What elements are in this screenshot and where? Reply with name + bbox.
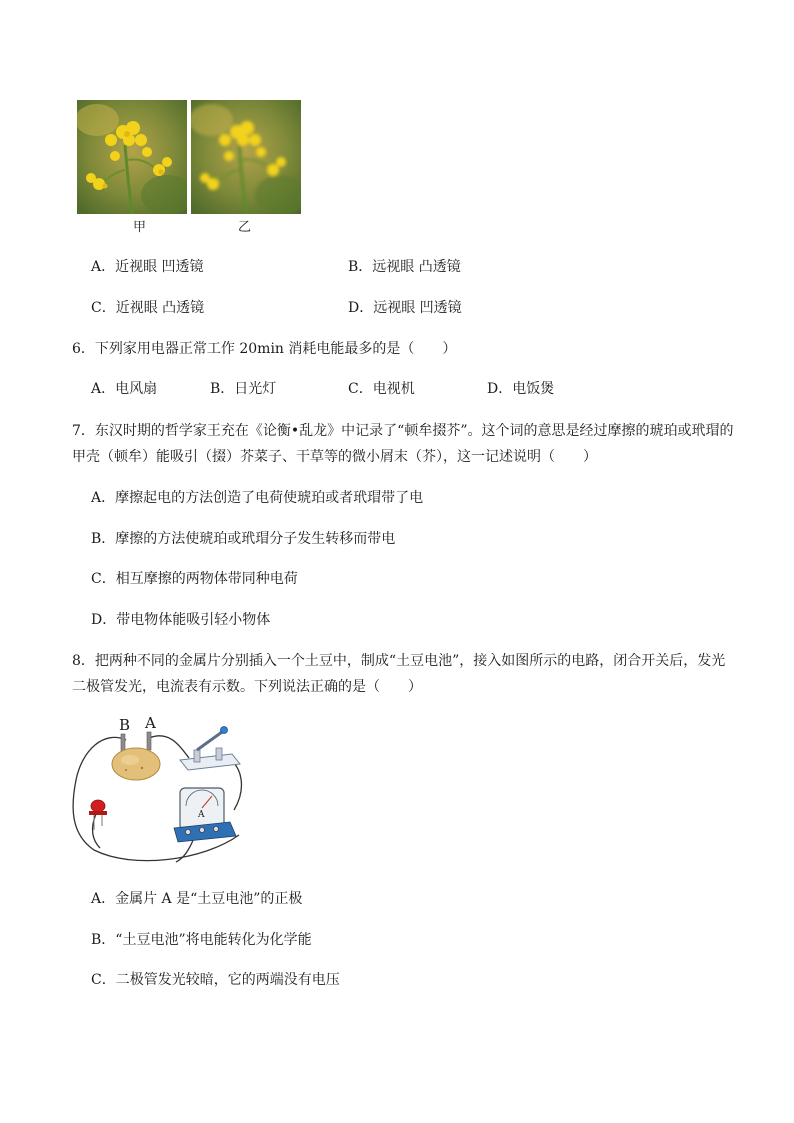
- electrode-a-label: A: [145, 714, 156, 732]
- q7-stem-line1: 7．东汉时期的哲学家王充在《论衡•乱龙》中记录了“顿牟掇芥”。这个词的意思是经过摩擦的琥珀或玳瑁的: [72, 423, 734, 439]
- q6-option-d: D．电饭煲: [487, 381, 555, 397]
- q8-stem-line1: 8．把两种不同的金属片分别插入一个土豆中，制成“土豆电池”，接入如图所示的电路，闭合开关后，发光: [72, 653, 726, 669]
- q8-option-a: A．金属片 A 是“土豆电池”的正极: [91, 891, 303, 907]
- q5-option-b: B．远视眼 凸透镜: [348, 259, 461, 275]
- q6-option-a: A．电风扇: [91, 381, 158, 397]
- q8-option-b: B．“土豆电池”将电能转化为化学能: [91, 932, 312, 948]
- q6-option-b: B．日光灯: [210, 381, 277, 397]
- q5-option-d: D．远视眼 凹透镜: [348, 300, 462, 316]
- q8-stem-line2: 二极管发光，电流表有示数。下列说法正确的是（ ）: [72, 679, 422, 695]
- photo-yi: [191, 100, 301, 214]
- q8-option-c: C．二极管发光较暗，它的两端没有电压: [91, 972, 340, 988]
- q7-option-d: D．带电物体能吸引轻小物体: [91, 612, 271, 628]
- q7-option-b: B．摩擦的方法使琥珀或玳瑁分子发生转移而带电: [91, 531, 396, 547]
- q6-option-c: C．电视机: [348, 381, 415, 397]
- q6-stem: 6．下列家用电器正常工作 20min 消耗电能最多的是（ ）: [72, 341, 457, 357]
- circuit-figure: [64, 710, 254, 870]
- q7-option-c: C．相互摩擦的两物体带同种电荷: [91, 571, 298, 587]
- photo-jia: [77, 100, 187, 214]
- q7-stem-line2: 甲壳（顿牟）能吸引（掇）芥菜子、干草等的微小屑末（芥），这一记述说明（ ）: [72, 449, 597, 465]
- q5-option-c: C．近视眼 凸透镜: [91, 300, 205, 316]
- ammeter-label: A: [198, 810, 205, 820]
- electrode-b-label: B: [119, 716, 131, 734]
- photo-jia-caption: 甲: [133, 220, 147, 235]
- photo-yi-caption: 乙: [238, 220, 252, 235]
- q7-option-a: A．摩擦起电的方法创造了电荷使琥珀或者玳瑁带了电: [91, 490, 424, 506]
- q5-option-a: A．近视眼 凹透镜: [91, 259, 204, 275]
